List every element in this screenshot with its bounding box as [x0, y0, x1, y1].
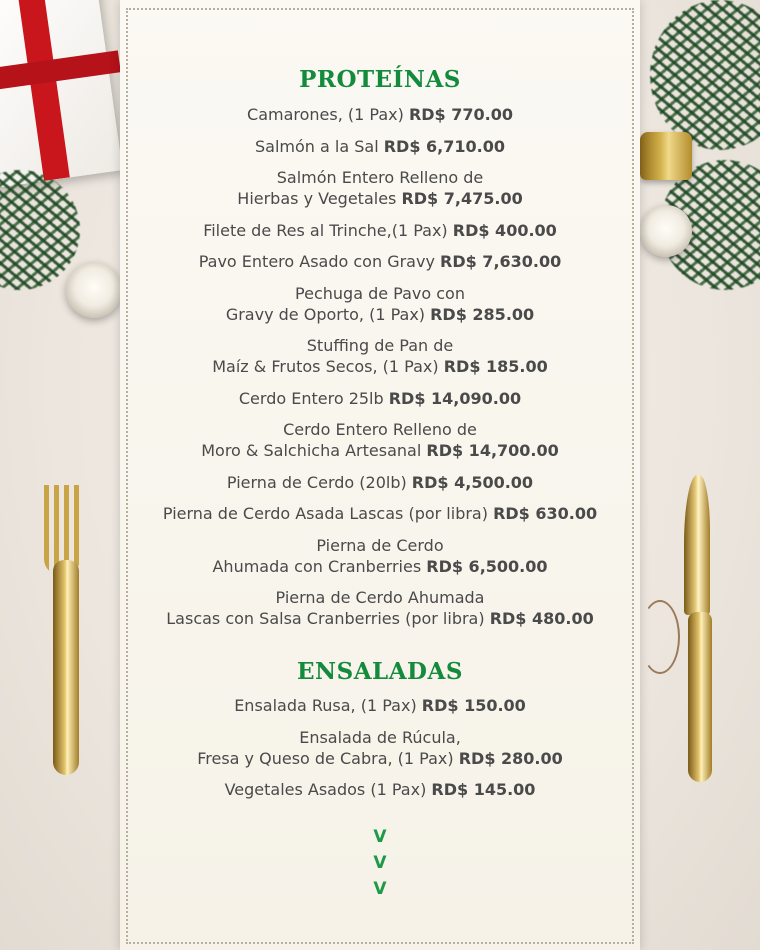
chevron-down-icon: V [373, 853, 387, 873]
menu-item [120, 727, 640, 769]
gold-candle-icon [640, 132, 692, 180]
menu-item-line [120, 748, 640, 769]
menu-item-price: RD$ 770.00 [408, 105, 513, 124]
twine-decoration [640, 600, 680, 674]
pine-branch-decoration [0, 170, 80, 290]
menu-item [120, 503, 640, 524]
menu-item-line [120, 136, 640, 157]
menu-item-line [120, 556, 640, 577]
menu-item-name: Pavo Entero Asado con Gravy [198, 252, 440, 271]
menu-item [120, 587, 640, 629]
menu-item-name: Ahumada con Cranberries [212, 556, 427, 576]
chevron-down-icon: V [373, 827, 387, 847]
ensaladas-list [120, 695, 640, 811]
menu-item-name: Hierbas y Vegetales [237, 189, 402, 208]
fork-handle-decoration [53, 560, 79, 775]
menu-item-name: Maíz & Frutos Secos, (1 Pax) [212, 357, 444, 376]
menu-item-price: RD$ 145.00 [431, 780, 536, 799]
menu-item [120, 779, 640, 800]
menu-item-line [120, 304, 640, 325]
menu-item-name: Stuffing de Pan de [306, 336, 454, 355]
menu-item [120, 220, 640, 241]
candle-icon [66, 262, 122, 318]
menu-item-name: Pierna de Cerdo [316, 535, 444, 555]
menu-item [120, 472, 640, 493]
menu-item-price: RD$ 6,500.00 [426, 556, 548, 576]
menu-item-line [120, 188, 640, 209]
menu-item-price: RD$ 14,090.00 [388, 388, 522, 408]
menu-item-name: Pierna de Cerdo Asada Lascas (por libra) [162, 504, 494, 523]
menu-item-name: Pierna de Cerdo Ahumada [275, 588, 485, 607]
menu-item-price: RD$ 7,475.00 [401, 189, 523, 208]
menu-item-name: Vegetales Asados (1 Pax) [224, 780, 432, 799]
proteinas-list [120, 104, 640, 640]
menu-item-price: RD$ 480.00 [489, 609, 594, 628]
menu-item-price: RD$ 185.00 [443, 357, 548, 376]
menu-item-price: RD$ 630.00 [493, 504, 598, 523]
menu-item [120, 167, 640, 209]
menu-item-line [120, 472, 640, 493]
menu-item-price: RD$ 14,700.00 [426, 441, 559, 460]
menu-item-price: RD$ 4,500.00 [411, 472, 534, 492]
menu-item [120, 535, 640, 577]
menu-item-name: Filete de Res al Trinche,(1 Pax) [203, 220, 453, 240]
menu-item-name: Ensalada de Rúcula, [299, 727, 461, 747]
menu-item [120, 104, 640, 125]
menu-item-line [120, 388, 640, 409]
menu-item-line [120, 251, 640, 272]
menu-item-name: Salmón a la Sal [255, 136, 384, 156]
menu-item-name: Gravy de Oporto, (1 Pax) [225, 304, 431, 324]
menu-item-line [120, 356, 640, 377]
menu-item-price: RD$ 6,710.00 [383, 136, 505, 156]
menu-item [120, 335, 640, 377]
menu-item [120, 251, 640, 272]
menu-item [120, 388, 640, 409]
menu-item-price: RD$ 285.00 [430, 304, 535, 324]
candle-icon [640, 205, 692, 257]
menu-item-name: Cerdo Entero 25lb [238, 388, 389, 408]
section-title-ensaladas: ENSALADAS [297, 658, 463, 685]
menu-item-line [120, 608, 640, 629]
menu-item-line [120, 503, 640, 524]
menu-item-price: RD$ 400.00 [452, 220, 557, 240]
menu-card [120, 0, 640, 950]
more-indicator[interactable] [120, 824, 640, 902]
menu-item-price: RD$ 7,630.00 [440, 252, 562, 271]
menu-item-name: Lascas con Salsa Cranberries (por libra) [166, 609, 490, 628]
menu-item-name: Pierna de Cerdo (20lb) [226, 472, 412, 492]
pine-branch-decoration [650, 0, 760, 150]
section-title-proteinas: PROTEÍNAS [299, 66, 461, 93]
menu-item-name: Salmón Entero Relleno de [276, 168, 484, 187]
menu-item-line [120, 440, 640, 461]
knife-handle-decoration [688, 612, 712, 782]
menu-item-name: Cerdo Entero Relleno de [283, 420, 477, 439]
menu-item [120, 419, 640, 461]
menu-item-name: Moro & Salchicha Artesanal [201, 441, 427, 460]
menu-item-line [120, 220, 640, 241]
menu-item-name: Fresa y Queso de Cabra, (1 Pax) [197, 748, 459, 768]
menu-item [120, 695, 640, 716]
menu-item-line [120, 104, 640, 125]
menu-item-price: RD$ 280.00 [458, 748, 563, 768]
menu-item-name: Camarones, (1 Pax) [247, 105, 409, 124]
menu-item-name: Pechuga de Pavo con [295, 283, 465, 303]
menu-item-name: Ensalada Rusa, (1 Pax) [234, 696, 422, 715]
knife-icon [684, 475, 710, 615]
menu-item-price: RD$ 150.00 [421, 696, 526, 715]
menu-item-line [120, 779, 640, 800]
menu-item-line [120, 695, 640, 716]
menu-item [120, 136, 640, 157]
menu-item [120, 283, 640, 325]
chevron-down-icon: V [373, 879, 387, 899]
